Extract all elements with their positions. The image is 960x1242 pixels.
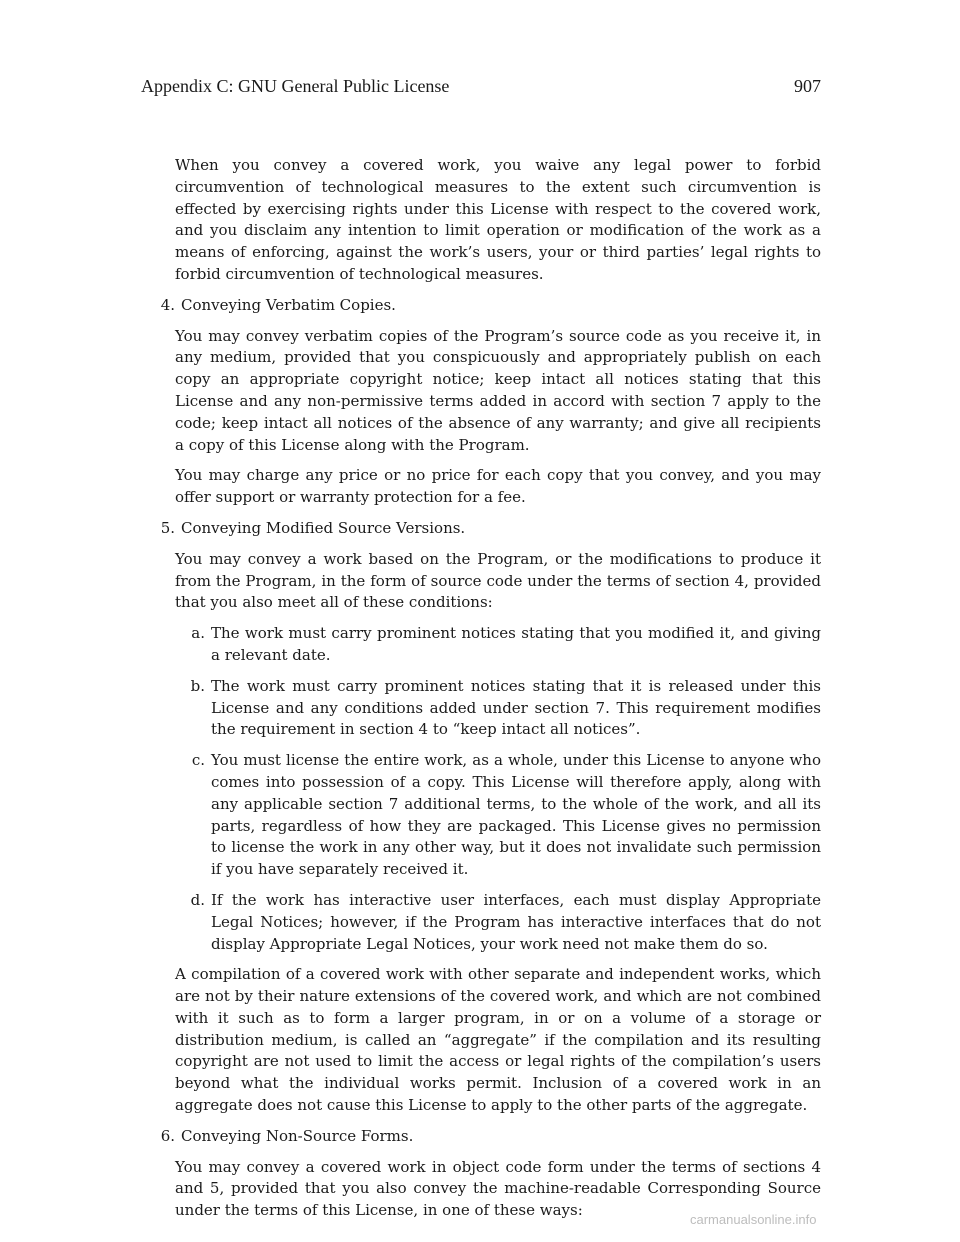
page-number: 907: [794, 76, 821, 96]
section-6-paragraph-1: You may convey a covered work in object code form under the terms of sections 4 and 5, provided that you also convey the machine-readable Corresponding Source under the terms of this License, in one of these ways:: [175, 1157, 821, 1220]
condition-text: The work must carry prominent notices stating that you modified it, and giving a relevant date.: [211, 624, 821, 664]
section-4-paragraph-2: You may charge any price or no price for each copy that you convey, and you may offer support or warranty protection for a fee.: [175, 466, 821, 507]
section-5-number: 5.: [160, 518, 175, 537]
condition-text: The work must carry prominent notices stating that it is released under this License and any conditions added under section 7. This requirement modifies the requirement in section 4 to “keep intact all notices”.: [211, 676, 821, 739]
section-5-paragraph-1: You may convey a work based on the Program, or the modifications to produce it from the Program, in the form of source code under the terms of section 4, provided that you also meet all of these conditions:: [175, 549, 821, 612]
section-5-title: Conveying Modified Source Versions.: [181, 518, 466, 537]
condition-item-c: [175, 750, 821, 881]
section-6-number: 6.: [160, 1126, 175, 1145]
section-6-title: Conveying Non-Source Forms.: [181, 1126, 414, 1145]
condition-label: c.: [191, 751, 205, 770]
section-6-body: [175, 1126, 821, 1148]
section-5-paragraph-2: A compilation of a covered work with other separate and independent works, which are not by their nature extensions of the covered work, and which are not combined with it such as to form a larger program, in or on a volume of a storage or distribution medium, is called an “aggregate” if the compilation and its resulting copyright are not used to limit the access or legal rights of the compilation’s users beyond what the individual works permit. Inclusion of a covered work in an aggregate does not cause this License to apply to the other parts of the aggregate.: [175, 965, 821, 1115]
condition-label: d.: [190, 890, 205, 909]
condition-text: If the work has interactive user interfaces, each must display Appropriate Legal Notices; however, if the Program has interactive interfaces that do not display Appropriate Legal Notices, your work need not make them do so.: [211, 890, 821, 953]
header-title: Appendix C: GNU General Public License: [141, 76, 450, 96]
condition-item-d: [175, 890, 821, 955]
section-4-body: [175, 295, 821, 317]
section-4-number: 4.: [160, 295, 175, 314]
intro-paragraph: When you convey a covered work, you waive any legal power to forbid circumvention of technological measures to the extent such circumvention is effected by exercising rights under this License with respect to the covered work, and you disclaim any intention to limit operation or modification of the work as a means of enforcing, against the work’s users, your or third parties’ legal rights to forbid circumvention of technological measures.: [175, 156, 821, 283]
condition-label: b.: [190, 676, 205, 695]
section-4: [141, 295, 821, 317]
section-5: [141, 518, 821, 540]
condition-item-a: [175, 623, 821, 667]
section-6: [141, 1126, 821, 1148]
section-4-paragraph-1: You may convey verbatim copies of the Program’s source code as you receive it, in any medium, provided that you conspicuously and appropriately publish on each copy an appropriate copyright notice; keep intact all notices stating that this License and any non-permissive terms added in accord with section 7 apply to the code; keep intact all notices of the absence of any warranty; and give all recipients a copy of this License along with the Program.: [175, 326, 821, 454]
running-header: [141, 76, 821, 96]
condition-label: a.: [191, 624, 205, 643]
section-5-body: [175, 518, 821, 540]
condition-item-b: [175, 676, 821, 741]
condition-text: You must license the entire work, as a whole, under this License to anyone who comes into possession of a copy. This License will therefore apply, along with any applicable section 7 additional terms, to the whole of the work, and all its parts, regardless of how they are packaged. This License gives no permission to license the work in any other way, but it does not invalidate such permission if you have separately received it.: [211, 751, 821, 879]
conditions-list: [175, 623, 821, 955]
body-text: [141, 155, 821, 1222]
watermark: carmanualsonline.info: [690, 1212, 817, 1227]
section-4-title: Conveying Verbatim Copies.: [181, 295, 396, 314]
